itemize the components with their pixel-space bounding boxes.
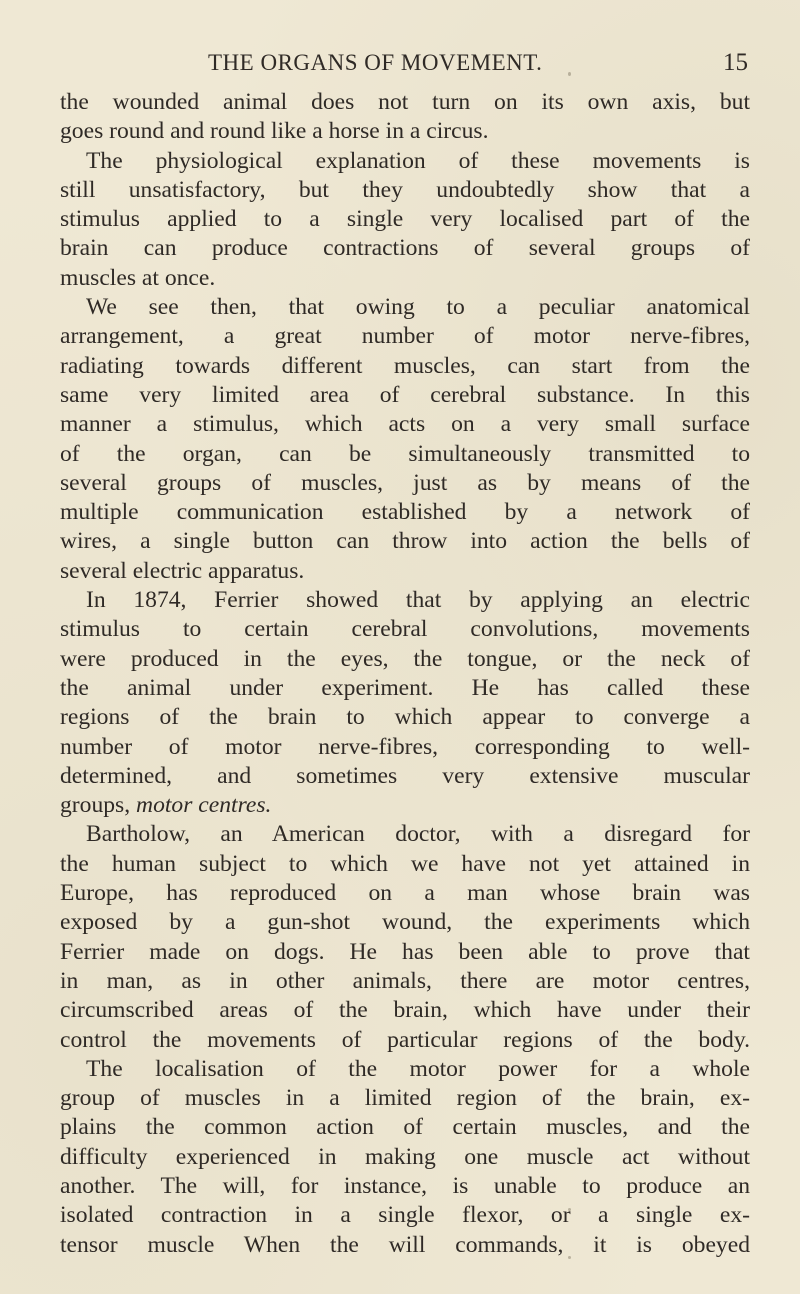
text-line: multiple communication established by a network of xyxy=(60,499,750,526)
text-line: determined, and sometimes very extensive muscular xyxy=(60,762,750,789)
ink-speck xyxy=(568,1208,571,1211)
text-line: the human subject to which we have not yet attained in xyxy=(60,850,750,877)
text-line: the wounded animal does not turn on its own axis, but xyxy=(60,89,750,115)
text-line: several electric apparatus. xyxy=(60,557,305,584)
text-line: number of motor nerve-fibres, corresponding to well- xyxy=(60,733,750,760)
text-line: the animal under experiment. He has called these xyxy=(60,674,750,701)
text-fragment: groups, xyxy=(60,792,131,819)
ink-speck xyxy=(568,72,571,76)
page-number: 15 xyxy=(723,49,748,76)
text-line: control the movements of particular regions of the body. xyxy=(60,1026,750,1053)
text-line: were produced in the eyes, the tongue, or the neck of xyxy=(60,645,750,672)
text-line: goes round and round like a horse in a circus. xyxy=(60,118,489,145)
text-line: group of muscles in a limited region of the brain, ex- xyxy=(60,1085,750,1112)
italic-term: motor centres. xyxy=(136,792,272,819)
running-title: THE ORGANS OF MOVEMENT. xyxy=(208,50,543,75)
ink-speck xyxy=(568,1256,571,1259)
text-line: tensor muscle When the will commands, it is obeyed xyxy=(60,1231,750,1258)
text-line: regions of the brain to which appear to converge a xyxy=(60,704,750,731)
text-line: We see then, that owing to a peculiar anatomical xyxy=(86,294,750,321)
text-line: Bartholow, an American doctor, with a disregard for xyxy=(86,821,750,848)
text-line: Europe, has reproduced on a man whose brain was xyxy=(60,880,750,907)
text-line: stimulus to certain cerebral convolutions, movements xyxy=(60,616,750,643)
text-line: arrangement, a great number of motor nerve-fibres, xyxy=(60,323,750,350)
text-line: same very limited area of cerebral substance. In this xyxy=(60,381,750,408)
text-line: muscles at once. xyxy=(60,264,216,291)
text-line: several groups of muscles, just as by means of the xyxy=(60,469,750,496)
text-line: in man, as in other animals, there are motor centres, xyxy=(60,967,750,994)
text-line: circumscribed areas of the brain, which have under their xyxy=(60,997,750,1024)
text-line: isolated contraction in a single flexor, or a single ex- xyxy=(60,1202,750,1229)
text-line: wires, a single button can throw into action the bells of xyxy=(60,528,750,555)
text-line: plains the common action of certain muscles, and the xyxy=(60,1114,750,1141)
text-line: Ferrier made on dogs. He has been able to prove that xyxy=(60,938,750,965)
text-line: stimulus applied to a single very localised part of the xyxy=(60,206,750,233)
text-line: manner a stimulus, which acts on a very small surface xyxy=(60,411,750,438)
text-line: brain can produce contractions of several groups of xyxy=(60,235,750,262)
text-line: difficulty experienced in making one muscle act without xyxy=(60,1143,750,1170)
running-head xyxy=(60,46,750,80)
body-text xyxy=(60,88,750,1260)
text-line: exposed by a gun-shot wound, the experiments which xyxy=(60,909,750,936)
text-line: of the organ, can be simultaneously transmitted to xyxy=(60,440,750,467)
text-line: another. The will, for instance, is unable to produce an xyxy=(60,1172,750,1199)
text-line: still unsatisfactory, but they undoubtedly show that a xyxy=(60,176,750,203)
text-line: The localisation of the motor power for a whole xyxy=(86,1055,750,1082)
text-line xyxy=(60,791,750,820)
text-line: radiating towards different muscles, can start from the xyxy=(60,352,750,379)
text-line: The physiological explanation of these movements is xyxy=(86,147,750,174)
text-line: In 1874, Ferrier showed that by applying an electric xyxy=(86,587,750,614)
